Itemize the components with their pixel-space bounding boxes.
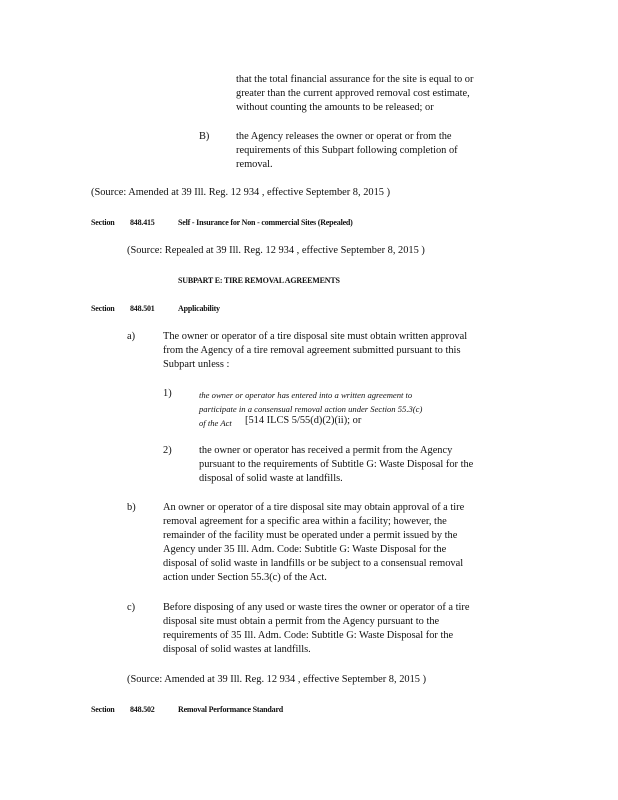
text-line: Subpart unless : — [163, 359, 230, 370]
text-line: the owner or operator has received a permit from the Agency — [199, 445, 453, 456]
para-label-b: b) — [127, 502, 136, 513]
text-line: greater than the current approved removal cost estimate, — [236, 88, 470, 99]
text-line: Before disposing of any used or waste tires the owner or operator of a tire — [163, 602, 470, 613]
section-title: Removal Performance Standard — [178, 705, 284, 714]
section-label: Section — [91, 218, 115, 227]
section-title: Self - Insurance for Non - commercial Sites (Repealed) — [178, 218, 353, 227]
text-line: An owner or operator of a tire disposal site may obtain approval of a tire — [163, 502, 465, 513]
text-line: remainder of the facility must be operated under a permit issued by the — [163, 530, 458, 541]
text-line: disposal site must obtain a permit from the Agency pursuant to the — [163, 616, 440, 627]
text-line: participate in a consensual removal action under Section 55.3(c) — [199, 404, 423, 414]
text-line: requirements of 35 Ill. Adm. Code: Subtitle G: Waste Disposal for the — [163, 630, 454, 641]
citation: [514 ILCS 5/55(d)(2)(ii); or — [245, 415, 362, 426]
text-line: removal agreement for a specific area within a facility; however, the — [163, 516, 447, 527]
source-note-1: (Source: Amended at 39 Ill. Reg. 12 934 , effective September 8, 2015 ) — [91, 187, 391, 198]
text-line: that the total financial assurance for the site is equal to or — [236, 74, 474, 85]
text-line: disposal of solid wastes at landfills. — [163, 644, 311, 655]
para-label-a: a) — [127, 331, 136, 342]
item-label-b-upper: B) — [199, 131, 210, 142]
text-line: disposal of solid waste at landfills. — [199, 473, 343, 484]
text-line: pursuant to the requirements of Subtitle G: Waste Disposal for the — [199, 459, 474, 470]
text-line: Agency under 35 Ill. Adm. Code: Subtitle G: Waste Disposal for the — [163, 544, 447, 555]
para-label-c: c) — [127, 602, 136, 613]
section-number: 848.415 — [130, 218, 155, 227]
section-number: 848.502 — [130, 705, 155, 714]
item-label-2: 2) — [163, 445, 172, 456]
text-line: action under Section 55.3(c) of the Act. — [163, 572, 327, 583]
text-line: from the Agency of a tire removal agreement submitted pursuant to this — [163, 345, 461, 356]
text-line: The owner or operator of a tire disposal site must obtain written approval — [163, 331, 468, 342]
section-title: Applicability — [178, 304, 220, 313]
text-line: of the Act — [199, 418, 232, 428]
text-line: removal. — [236, 159, 273, 170]
item-label-1: 1) — [163, 388, 172, 399]
section-number: 848.501 — [130, 304, 155, 313]
text-line: disposal of solid waste in landfills or be subject to a consensual removal — [163, 558, 464, 569]
source-note-2: (Source: Repealed at 39 Ill. Reg. 12 934 , effective September 8, 2015 ) — [127, 245, 425, 256]
subpart-heading: SUBPART E: TIRE REMOVAL AGREEMENTS — [178, 276, 340, 285]
text-line: requirements of this Subpart following completion of — [236, 145, 458, 156]
text-line: the owner or operator has entered into a written agreement to — [199, 390, 413, 400]
text-line: without counting the amounts to be released; or — [236, 102, 434, 113]
text-line: the Agency releases the owner or operat or from the — [236, 131, 452, 142]
section-label: Section — [91, 705, 115, 714]
section-label: Section — [91, 304, 115, 313]
source-note-3: (Source: Amended at 39 Ill. Reg. 12 934 , effective September 8, 2015 ) — [127, 674, 427, 685]
